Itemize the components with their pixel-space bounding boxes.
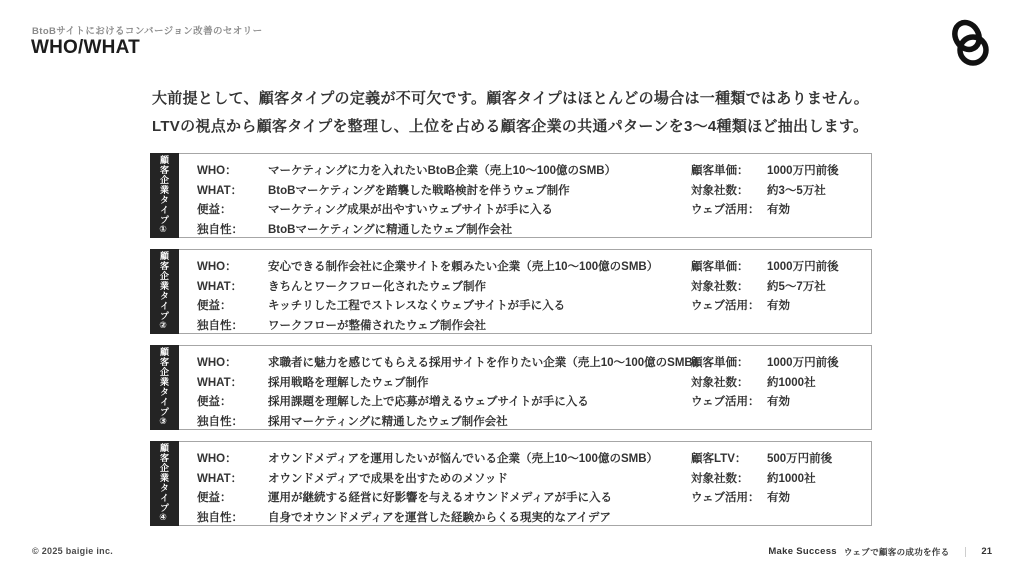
row-value: 採用課題を理解した上で応募が増えるウェブサイトが手に入る xyxy=(268,396,589,409)
intro-line-2: LTVの視点から顧客タイプを整理し、上位を占める顧客企業の共通パターンを3〜4種類ほど抽出します。 xyxy=(152,117,869,135)
stat-row xyxy=(691,162,839,182)
stat-value: 約1000社 xyxy=(767,376,816,389)
row-label: WHAT： xyxy=(197,376,243,389)
row-value: マーケティングに力を入れたいBtoB企業（売上10〜100億のSMB） xyxy=(268,165,617,178)
copyright: © 2025 baigie inc. xyxy=(32,546,114,556)
stat-value: 500万円前後 xyxy=(767,453,833,466)
card-row xyxy=(197,221,871,241)
stat-row xyxy=(691,182,839,202)
footer-tagline xyxy=(768,544,992,559)
stat-label: ウェブ活用： xyxy=(691,492,760,505)
customer-type-card-1 xyxy=(150,153,872,238)
stat-row xyxy=(691,201,839,221)
stat-value: 1000万円前後 xyxy=(767,261,839,274)
row-label: WHAT： xyxy=(197,184,243,197)
customer-type-card-3 xyxy=(150,345,872,430)
stat-row xyxy=(691,297,839,317)
stat-row xyxy=(691,374,839,394)
stat-value: 有効 xyxy=(767,492,790,505)
slide-eyebrow: BtoBサイトにおけるコンバージョン改善のセオリー xyxy=(32,26,263,37)
row-value: BtoBマーケティングに精通したウェブ制作会社 xyxy=(268,223,513,236)
stat-label: 顧客LTV： xyxy=(691,453,747,466)
customer-type-card-4 xyxy=(150,441,872,526)
page-number: 21 xyxy=(981,546,992,557)
stat-value: 有効 xyxy=(767,204,790,217)
row-value: BtoBマーケティングを踏襲した戦略検討を伴うウェブ制作 xyxy=(268,184,570,197)
stat-row xyxy=(691,258,839,278)
row-label: WHAT： xyxy=(197,472,243,485)
card-body xyxy=(179,154,871,237)
card-body xyxy=(179,250,871,333)
stat-value: 約1000社 xyxy=(767,472,816,485)
baigie-logo-icon xyxy=(950,16,994,68)
card-row xyxy=(197,413,871,433)
stat-row xyxy=(691,489,832,509)
stat-row xyxy=(691,393,839,413)
card-row xyxy=(197,509,871,529)
stat-label: 対象社数： xyxy=(691,376,749,389)
card-stats xyxy=(691,450,832,509)
row-label: 便益： xyxy=(197,492,232,505)
stat-value: 1000万円前後 xyxy=(767,357,839,370)
row-label: 便益： xyxy=(197,396,232,409)
row-value: キッチリした工程でストレスなくウェブサイトが手に入る xyxy=(268,300,566,313)
row-value: 運用が継続する経営に好影響を与えるオウンドメディアが手に入る xyxy=(268,492,612,505)
row-value: 採用戦略を理解したウェブ制作 xyxy=(268,376,429,389)
stat-row xyxy=(691,470,832,490)
stat-label: 対象社数： xyxy=(691,472,749,485)
stat-label: 対象社数： xyxy=(691,184,749,197)
row-label: WHO： xyxy=(197,261,237,274)
stat-label: ウェブ活用： xyxy=(691,300,760,313)
tagline-en: Make Success xyxy=(768,546,837,557)
row-label: 便益： xyxy=(197,204,232,217)
stat-label: 顧客単価： xyxy=(691,261,749,274)
row-value: ワークフローが整備されたウェブ制作会社 xyxy=(268,319,487,332)
stat-value: 有効 xyxy=(767,396,790,409)
row-label: WHO： xyxy=(197,357,237,370)
row-label: WHO： xyxy=(197,453,237,466)
stat-value: 有効 xyxy=(767,300,790,313)
row-label: WHAT： xyxy=(197,280,243,293)
stat-label: ウェブ活用： xyxy=(691,204,760,217)
row-value: オウンドメディアを運用したいが悩んでいる企業（売上10〜100億のSMB） xyxy=(268,453,658,466)
stat-value: 約3〜5万社 xyxy=(767,184,826,197)
stat-row xyxy=(691,450,832,470)
footer-divider: ｜ xyxy=(960,548,971,559)
card-body xyxy=(179,442,871,525)
stat-label: 顧客単価： xyxy=(691,357,749,370)
stat-label: 顧客単価： xyxy=(691,165,749,178)
row-label: 独自性： xyxy=(197,223,243,236)
stat-value: 1000万円前後 xyxy=(767,165,839,178)
row-value: 採用マーケティングに精通したウェブ制作会社 xyxy=(268,415,508,428)
stat-row xyxy=(691,278,839,298)
row-value: 求職者に魅力を感じてもらえる採用サイトを作りたい企業（売上10〜100億のSMB） xyxy=(268,357,705,370)
intro-line-1: 大前提として、顧客タイプの定義が不可欠です。顧客タイプはほとんどの場合は一種類ではありません。 xyxy=(152,90,870,107)
row-label: 独自性： xyxy=(197,511,243,524)
stat-row xyxy=(691,354,839,374)
row-value: マーケティング成果が出やすいウェブサイトが手に入る xyxy=(268,204,553,217)
intro-paragraph xyxy=(152,85,869,140)
card-tab-label: 顧客企業タイプ③ xyxy=(150,345,179,430)
card-stats xyxy=(691,258,839,317)
customer-type-card-2 xyxy=(150,249,872,334)
card-tab-label: 顧客企業タイプ④ xyxy=(150,441,179,526)
card-tab-label: 顧客企業タイプ② xyxy=(150,249,179,334)
card-body xyxy=(179,346,871,429)
row-label: 便益： xyxy=(197,300,232,313)
card-stats xyxy=(691,354,839,413)
row-value: きちんとワークフロー化されたウェブ制作 xyxy=(268,280,487,293)
stat-label: ウェブ活用： xyxy=(691,396,760,409)
row-label: 独自性： xyxy=(197,319,243,332)
stat-value: 約5〜7万社 xyxy=(767,280,826,293)
row-label: 独自性： xyxy=(197,415,243,428)
row-value: 安心できる制作会社に企業サイトを頼みたい企業（売上10〜100億のSMB） xyxy=(268,261,659,274)
row-label: WHO： xyxy=(197,165,237,178)
customer-type-cards xyxy=(150,153,872,526)
page-title: WHO/WHAT xyxy=(31,37,140,58)
tagline-ja: ウェブで顧客の成功を作る xyxy=(843,546,950,557)
row-value: オウンドメディアで成果を出すためのメソッド xyxy=(268,472,508,485)
card-row xyxy=(197,317,871,337)
row-value: 自身でオウンドメディアを運営した経験からくる現実的なアイデア xyxy=(268,511,611,524)
card-tab-label: 顧客企業タイプ① xyxy=(150,153,179,238)
card-stats xyxy=(691,162,839,221)
stat-label: 対象社数： xyxy=(691,280,749,293)
